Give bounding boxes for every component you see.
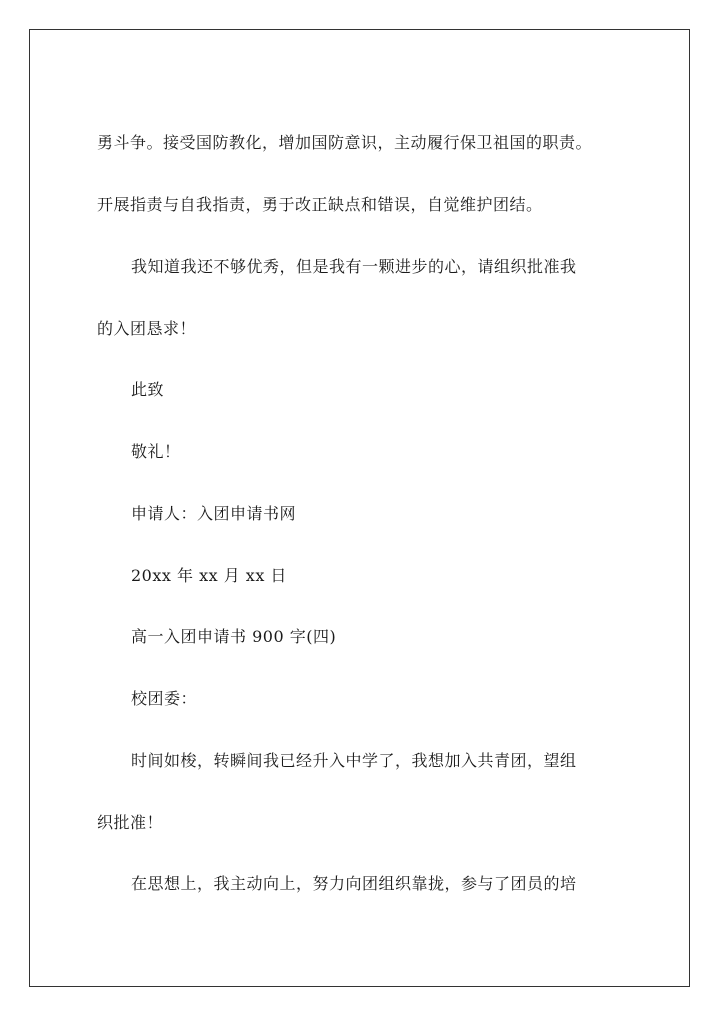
- date-line: 20xx 年 xx 月 xx 日: [131, 566, 287, 585]
- page-frame: [29, 29, 690, 987]
- text-line-2: 开展指责与自我指责，勇于改正缺点和错误，自觉维护团结。: [97, 195, 543, 214]
- salutation-line: 校团委：: [131, 689, 198, 708]
- text-line-13: 在思想上，我主动向上，努力向团组织靠拢，参与了团员的培: [131, 874, 577, 893]
- section-heading: 高一入团申请书 900 字(四): [131, 627, 337, 646]
- text-line-4: 的入团恳求！: [97, 319, 197, 338]
- text-line-3: 我知道我还不够优秀，但是我有一颗进步的心，请组织批准我: [131, 257, 577, 276]
- text-line-12: 织批准！: [97, 813, 164, 832]
- text-line-6: 敬礼！: [131, 442, 181, 461]
- text-line-11: 时间如梭，转瞬间我已经升入中学了，我想加入共青团，望组: [131, 751, 577, 770]
- applicant-line: 申请人：入团申请书网: [131, 504, 297, 523]
- text-line-5: 此致: [131, 380, 165, 399]
- text-line-1: 勇斗争。接受国防教化，增加国防意识，主动履行保卫祖国的职责。: [97, 133, 593, 152]
